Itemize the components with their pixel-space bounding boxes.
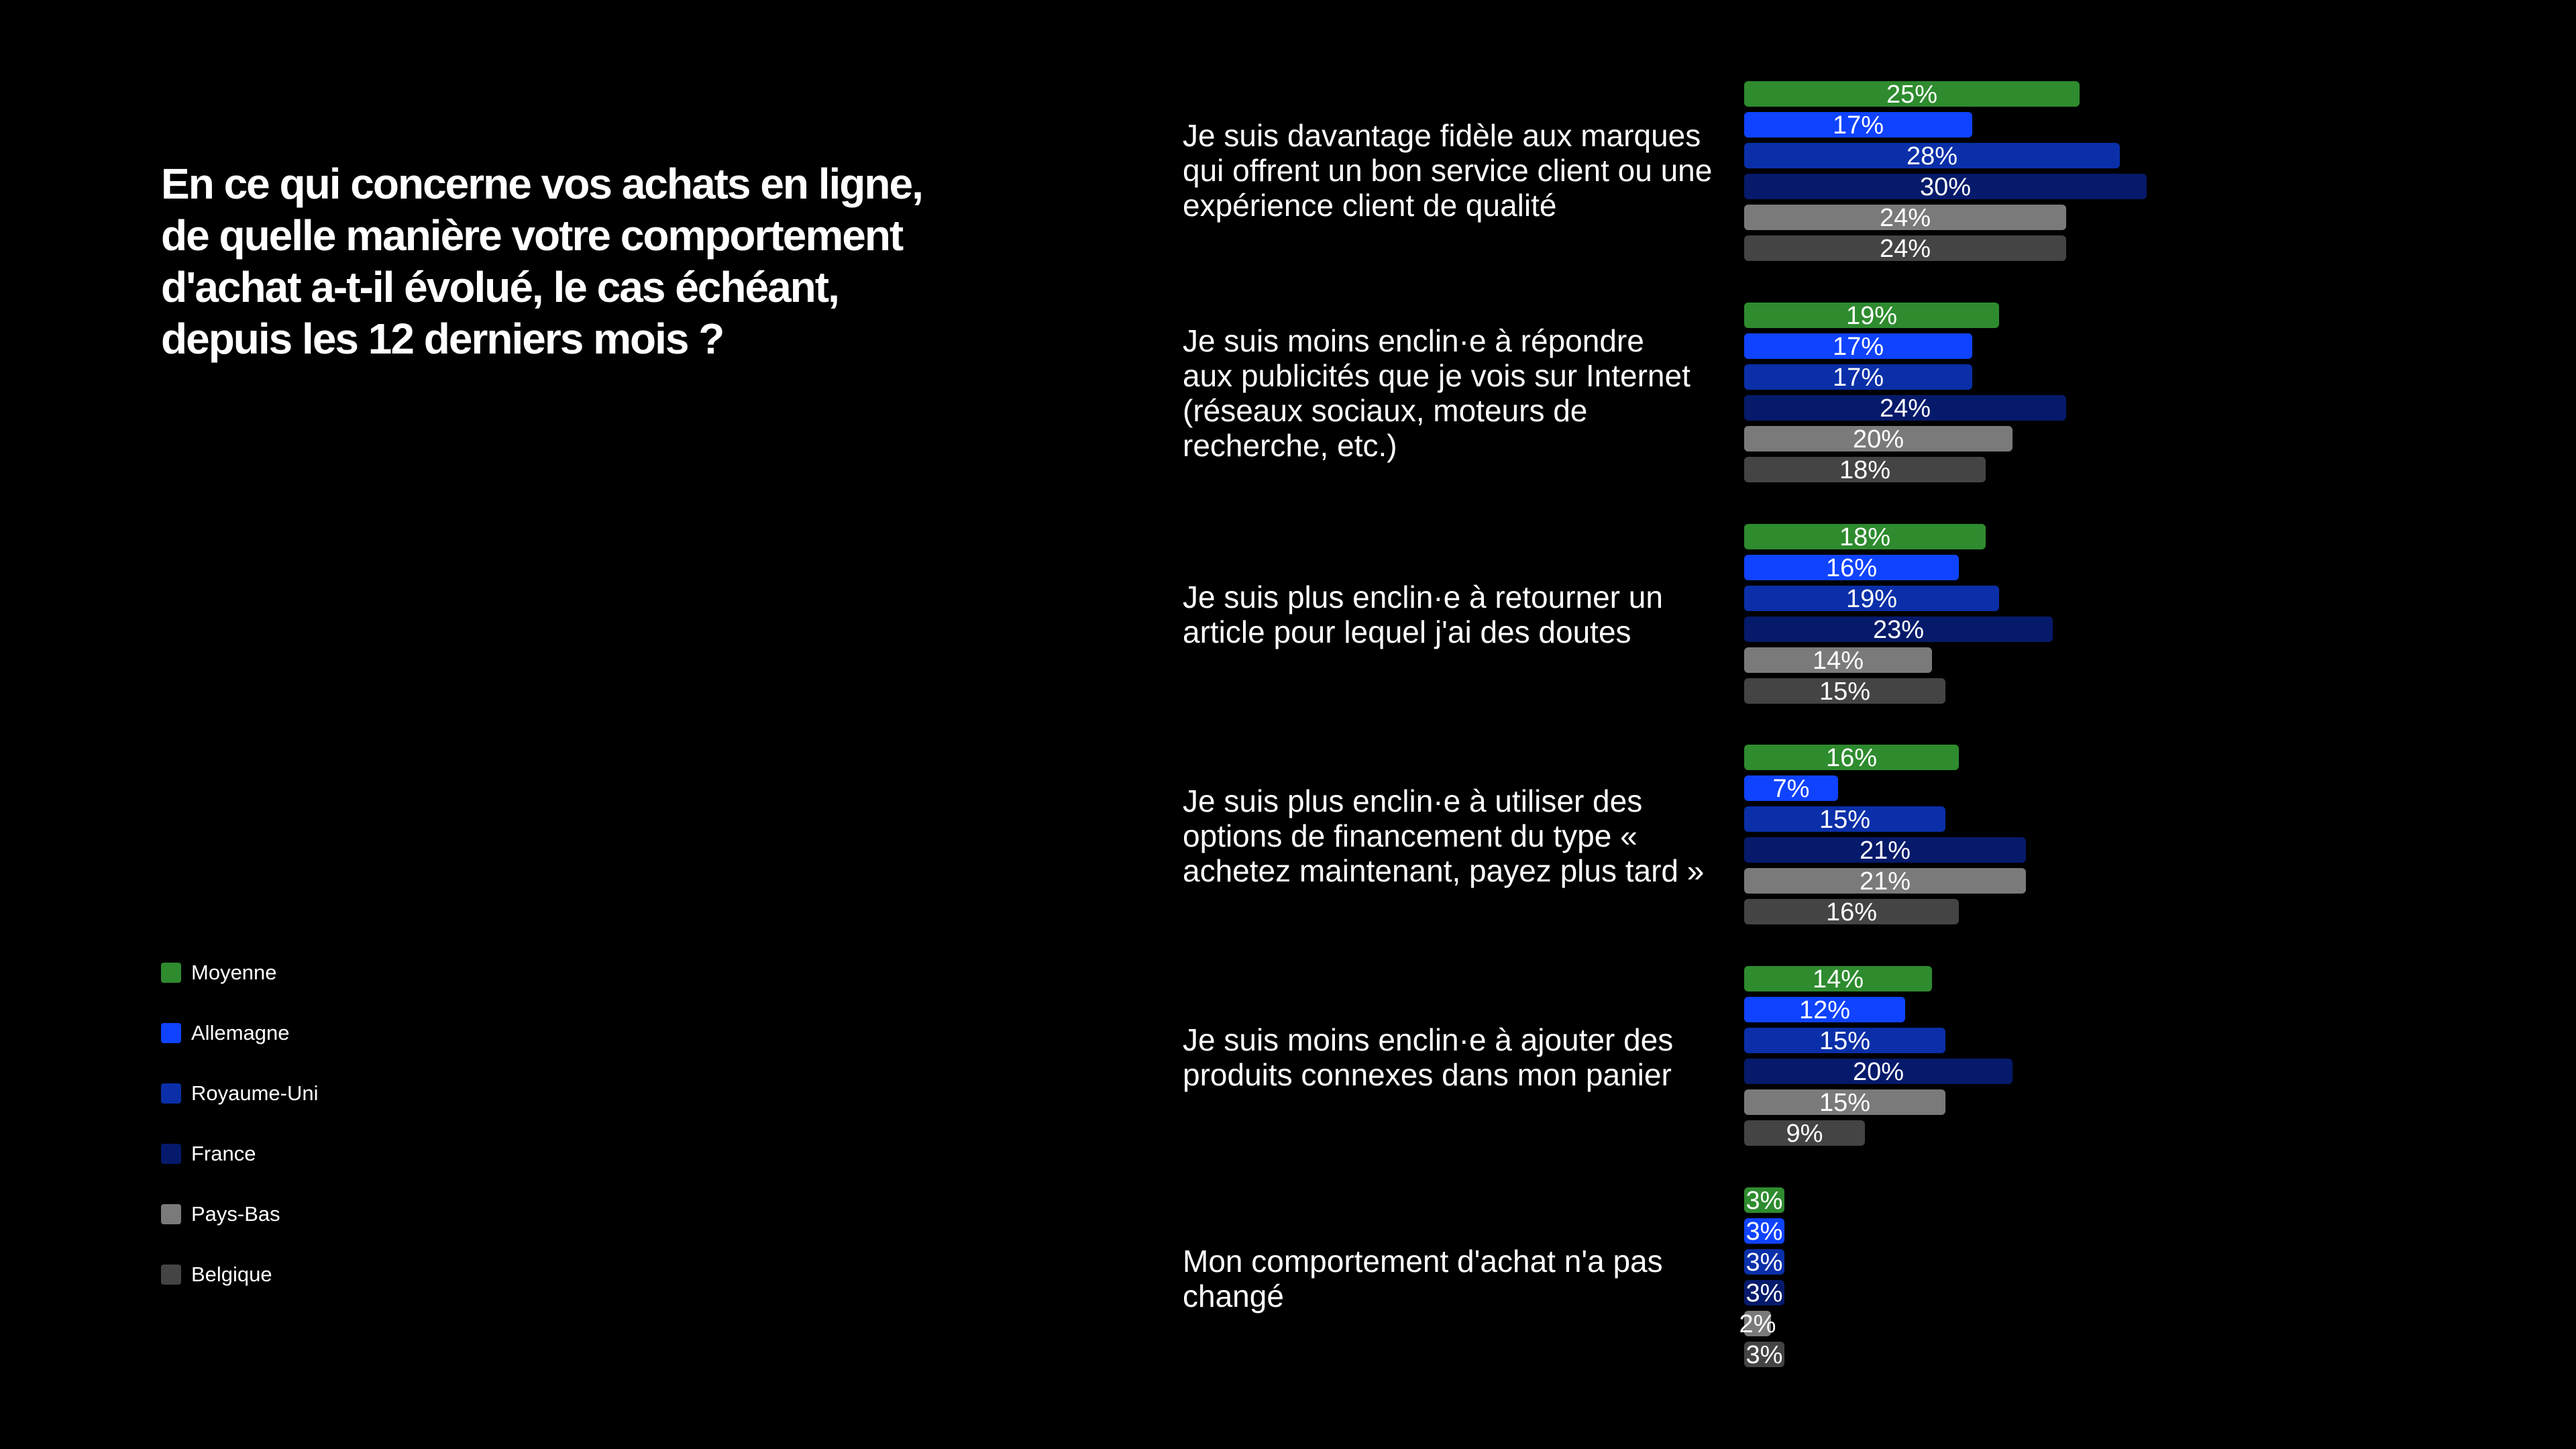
legend-label-france: France [191, 1142, 256, 1165]
data-label: 20% [1852, 425, 1904, 453]
data-label: 18% [1839, 523, 1891, 551]
data-label: 24% [1879, 394, 1931, 423]
data-label: 16% [1825, 554, 1878, 582]
category-label: Je suis moins enclin·e à répondre aux publicités que je vois sur Internet (réseaux sociaux, moteurs de recherche, etc.) [1183, 323, 1690, 463]
data-label: 21% [1859, 837, 1911, 865]
data-label: 19% [1845, 585, 1898, 613]
data-label: 14% [1812, 647, 1864, 675]
data-label: 16% [1825, 898, 1878, 926]
category-label: Je suis davantage fidèle aux marques qui offrent un bon service client ou une expérience client de qualité [1183, 118, 1713, 223]
data-label: 3% [1746, 1341, 1783, 1369]
data-label: 21% [1859, 867, 1911, 896]
data-label: 16% [1825, 744, 1878, 772]
data-label: 15% [1819, 1027, 1871, 1055]
data-label: 17% [1832, 364, 1884, 392]
legend-label-pays-bas: Pays-Bas [191, 1202, 280, 1226]
data-label: 3% [1746, 1218, 1783, 1246]
data-label: 3% [1746, 1279, 1783, 1307]
data-label: 28% [1906, 142, 1958, 170]
data-label: 14% [1812, 965, 1864, 994]
category-label: Mon comportement d'achat n'a pas changé [1183, 1244, 1663, 1313]
data-label: 30% [1919, 173, 1972, 201]
category-label: Je suis plus enclin·e à retourner un article pour lequel j'ai des doutes [1183, 580, 1663, 649]
category-label: Je suis plus enclin·e à utiliser des options de financement du type « achetez maintenant, payez plus tard » [1183, 784, 1705, 888]
data-label: 24% [1879, 235, 1931, 263]
data-label: 17% [1832, 111, 1884, 140]
legend-label-moyenne: Moyenne [191, 961, 277, 984]
data-label: 25% [1886, 80, 1938, 109]
data-label: 20% [1852, 1058, 1904, 1086]
data-label: 2% [1739, 1310, 1776, 1338]
data-label: 19% [1845, 302, 1898, 330]
data-label: 9% [1786, 1120, 1823, 1148]
data-label: 18% [1839, 456, 1891, 484]
data-label: 3% [1746, 1248, 1783, 1277]
data-label: 15% [1819, 806, 1871, 834]
data-label: 12% [1799, 996, 1851, 1024]
legend-label-belgique: Belgique [191, 1263, 272, 1286]
legend-label-allemagne: Allemagne [191, 1021, 290, 1044]
data-label: 24% [1879, 204, 1931, 232]
data-label: 7% [1772, 775, 1810, 803]
data-label: 17% [1832, 333, 1884, 361]
data-label: 15% [1819, 1089, 1871, 1117]
data-label: 23% [1872, 616, 1925, 644]
category-label: Je suis moins enclin·e à ajouter des produits connexes dans mon panier [1183, 1022, 1674, 1092]
data-label: 3% [1746, 1187, 1783, 1215]
chart-title: En ce qui concerne vos achats en ligne, de quelle manière votre comportement d'achat a-t-il évolué, le cas échéant, depuis les 12 derniers mois ? [161, 160, 922, 363]
data-label: 15% [1819, 678, 1871, 706]
legend-label-royaume-uni: Royaume-Uni [191, 1081, 319, 1105]
